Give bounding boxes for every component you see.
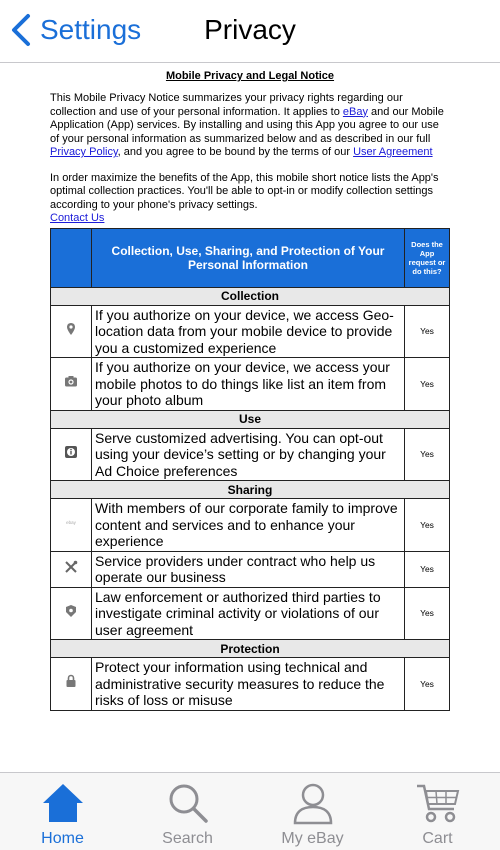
row-description: Serve customized advertising. You can opt-out using your device’s setting or by changing your Ad Choice preferences xyxy=(92,428,405,481)
row-answer: Yes xyxy=(405,428,450,481)
tab-search-label: Search xyxy=(162,830,213,847)
location-pin-icon xyxy=(64,323,78,340)
table-row xyxy=(51,551,450,587)
tab-home-label: Home xyxy=(41,830,84,847)
ebay-logo-icon xyxy=(64,516,78,533)
camera-icon xyxy=(64,375,78,392)
table-row xyxy=(51,587,450,640)
table-header-request: Does the App request or do this? xyxy=(405,228,450,287)
table-row xyxy=(51,658,450,711)
short-notice-paragraph: In order maximize the benefits of the App, this mobile short notice lists the App's optimal collection practices. You'll be able to opt-in or modify collection settings according to your phone's privacy settings. Contact Us xyxy=(50,171,439,224)
row-description: If you authorize on your device, we access Geo-location data from your mobile device to provide you a customized experience xyxy=(92,305,405,358)
row-answer: Yes xyxy=(405,358,450,411)
section-heading: Collection xyxy=(51,287,450,305)
section-row-protection xyxy=(51,640,450,658)
table-row xyxy=(51,305,450,358)
svg-text:ebay: ebay xyxy=(66,520,76,526)
section-row-collection xyxy=(51,287,450,305)
intro-paragraph: This Mobile Privacy Notice summarizes your privacy rights regarding our collection and use of your personal information. It applies to eBay and our Mobile Application (App) services. By installing and using this App you agree to our use of your personal information as summarized below and as described in our full Privacy Policy, and you agree to be bound by the terms of our User Agreement xyxy=(50,92,444,158)
section-heading: Use xyxy=(51,410,450,428)
row-answer: Yes xyxy=(405,499,450,552)
section-row-sharing xyxy=(51,481,450,499)
search-icon xyxy=(166,781,210,825)
row-description: Service providers under contract who help us operate our business xyxy=(92,551,405,587)
table-row xyxy=(51,358,450,411)
tab-my-ebay[interactable] xyxy=(250,773,375,850)
table-header-icon-column xyxy=(51,228,92,287)
row-answer: Yes xyxy=(405,658,450,711)
back-button-label: Settings xyxy=(40,14,142,45)
user-agreement-link[interactable]: User Agreement xyxy=(353,146,433,158)
row-answer: Yes xyxy=(405,305,450,358)
ad-choice-icon xyxy=(64,446,78,463)
row-description: Law enforcement or authorized third parties to investigate criminal activity or violations of our user agreement xyxy=(92,587,405,640)
navigation-bar xyxy=(0,0,500,63)
privacy-document xyxy=(50,67,450,711)
section-heading: Protection xyxy=(51,640,450,658)
row-answer: Yes xyxy=(405,551,450,587)
privacy-table xyxy=(50,228,450,711)
tab-cart-label: Cart xyxy=(422,830,453,847)
tab-cart[interactable] xyxy=(375,773,500,850)
ebay-link[interactable]: eBay xyxy=(342,105,368,118)
table-header-main: Collection, Use, Sharing, and Protection of Your Personal Information xyxy=(92,228,405,287)
row-answer: Yes xyxy=(405,587,450,640)
tab-home[interactable] xyxy=(0,773,125,850)
cart-icon xyxy=(416,781,460,825)
table-row xyxy=(51,499,450,552)
row-description: Protect your information using technical and administrative security measures to reduce the risks of loss or misuse xyxy=(92,658,405,711)
privacy-policy-link[interactable]: Privacy Policy xyxy=(50,146,118,158)
tab-my-ebay-label: My eBay xyxy=(281,830,344,847)
row-description: With members of our corporate family to improve content and services and to enhance your experience xyxy=(92,499,405,552)
section-heading: Sharing xyxy=(51,481,450,499)
document-title: Mobile Privacy and Legal Notice xyxy=(165,70,335,82)
section-row-use xyxy=(51,410,450,428)
tab-search[interactable] xyxy=(125,773,250,850)
row-description: If you authorize on your device, we access your mobile photos to do things like list an item from your photo album xyxy=(92,358,405,411)
lock-icon xyxy=(64,675,78,692)
tools-icon xyxy=(64,561,78,578)
table-row xyxy=(51,428,450,481)
privacy-content[interactable] xyxy=(0,63,500,771)
home-icon xyxy=(41,781,85,825)
person-icon xyxy=(291,781,335,825)
tab-bar xyxy=(0,772,500,850)
contact-us-link[interactable]: Contact Us xyxy=(50,212,105,224)
page-title: Privacy xyxy=(204,14,296,45)
badge-icon xyxy=(64,605,78,622)
